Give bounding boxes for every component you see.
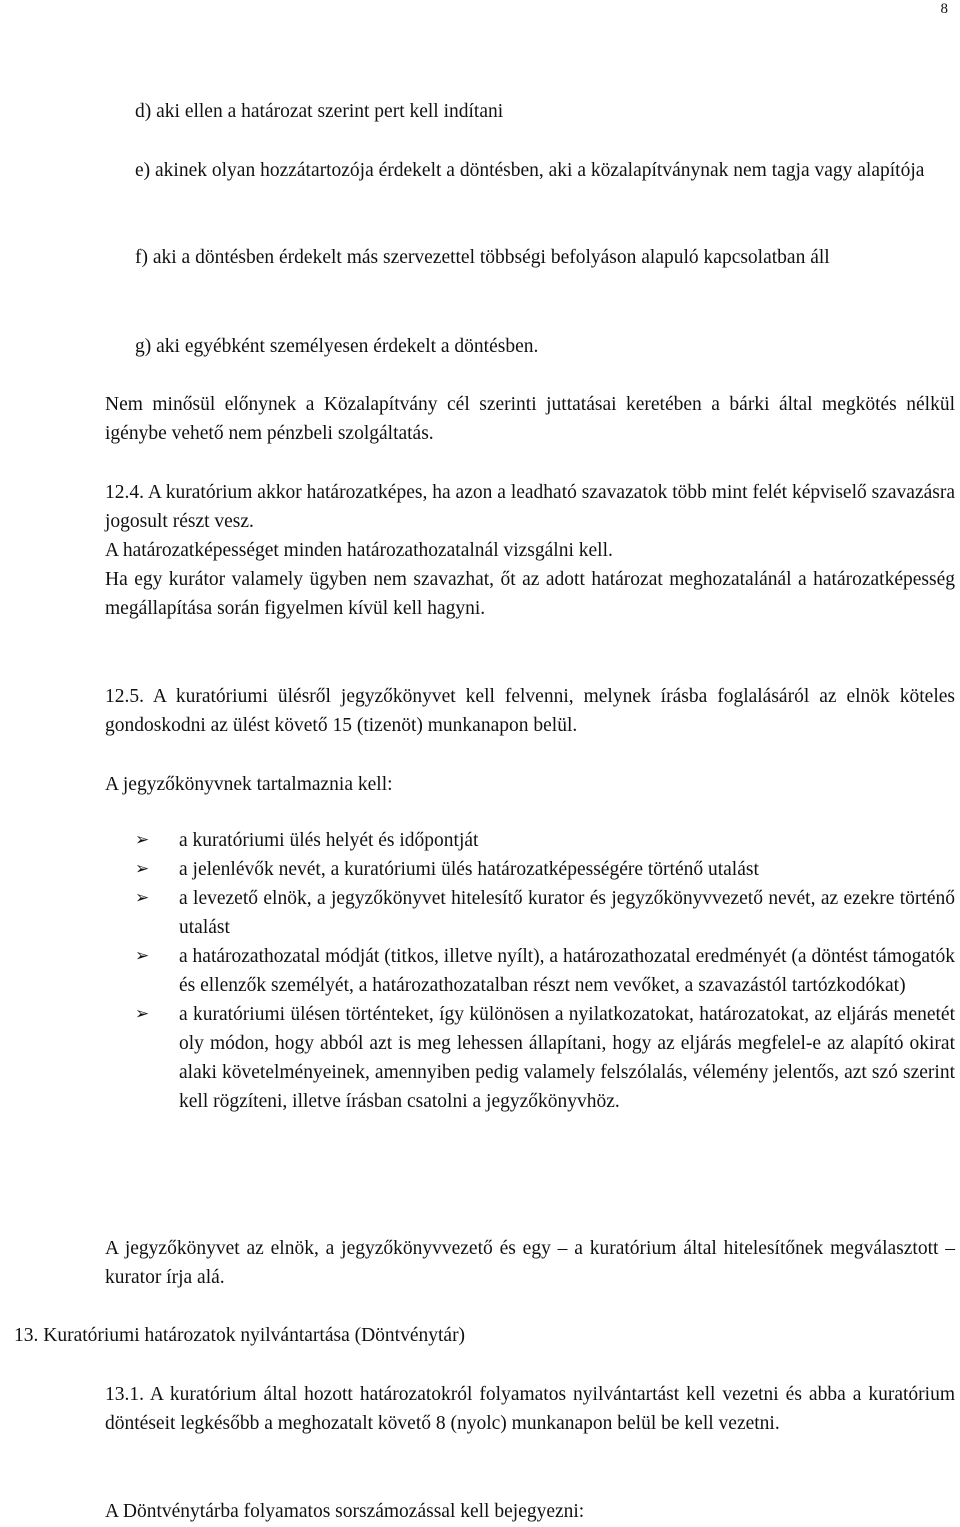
section-12-5-text: A kuratóriumi ülésről jegyzőkönyvet kell felvenni, melynek írásba foglalásáról az elnök köteles gondoskodni az ülést követő 15 (tizenöt) munkanapon belül. xyxy=(105,686,955,736)
section-12-4-exclusion: Ha egy kurátor valamely ügyben nem szavazhat, őt az adott határozat meghozatalánál a határozatképesség megállapítása során figyelmen kívül kell hagyni. xyxy=(105,569,955,619)
arrowhead-bullet-icon: ➢ xyxy=(135,859,150,879)
arrowhead-bullet-icon: ➢ xyxy=(135,1004,150,1024)
minutes-content-list xyxy=(135,826,955,1116)
section-13-heading: 13. Kuratóriumi határozatok nyilvántartása (Döntvénytár) xyxy=(14,1325,466,1346)
list-item: ➢ a határozathozatal módját (titkos, illetve nyílt), a határozathozatal eredményét (a döntést támogatók és ellenzők személyét, a határozathozatalban részt nem vevőket, a szavazástól tartózkodókat) xyxy=(135,942,955,1000)
section-12-4-text: A kuratórium akkor határozatképes, ha azon a leadható szavazatok több mint felét képviselő szavazásra jogosult részt vesz. xyxy=(105,482,955,532)
section-13-1-paragraph xyxy=(105,1380,955,1438)
section-12-4-paragraph xyxy=(105,478,955,536)
list-item: ➢ a kuratóriumi ülés helyét és időpontját xyxy=(135,826,955,855)
item-f: f) aki a döntésben érdekelt más szervezettel többségi befolyáson alapuló kapcsolatban áll xyxy=(135,247,830,268)
arrowhead-bullet-icon: ➢ xyxy=(135,830,150,850)
register-entry-intro: A Döntvénytárba folyamatos sorszámozással kell bejegyezni: xyxy=(105,1501,585,1522)
section-12-4-quorum-check: A határozatképességet minden határozathozatalnál vizsgálni kell. xyxy=(105,540,613,561)
page-number: 8 xyxy=(940,1,948,17)
section-13-1-number: 13.1. xyxy=(105,1384,144,1405)
item-d: d) aki ellen a határozat szerint pert kell indítani xyxy=(135,101,504,122)
not-advantage-paragraph: Nem minősül előnynek a Közalapítvány cél szerinti juttatásai keretében a bárki által megkötés nélkül igénybe vehető nem pénzbeli szolgáltatás. xyxy=(105,394,955,444)
minutes-signing-paragraph: A jegyzőkönyvet az elnök, a jegyzőkönyvvezető és egy – a kuratórium által hitelesítőnek megválasztott – kurator írja alá. xyxy=(105,1238,955,1288)
item-e: e) akinek olyan hozzátartozója érdekelt a döntésben, aki a közalapítványnak nem tagja vagy alapítója xyxy=(135,160,925,181)
minutes-list-intro: A jegyzőkönyvnek tartalmaznia kell: xyxy=(105,774,393,795)
item-g: g) aki egyébként személyesen érdekelt a döntésben. xyxy=(135,336,539,357)
section-12-5-paragraph xyxy=(105,682,955,740)
arrowhead-bullet-icon: ➢ xyxy=(135,888,150,908)
list-item: ➢ a levezető elnök, a jegyzőkönyvet hitelesítő kurator és jegyzőkönyvvezető nevét, az ezekre történő utalást xyxy=(135,884,955,942)
section-13-1-text: A kuratórium által hozott határozatokról folyamatos nyilvántartást kell vezetni és abba a kuratórium döntéseit legkésőbb a meghozatalt követő 8 (nyolc) munkanapon belül be kell vezetni. xyxy=(105,1384,955,1434)
list-item: ➢ a kuratóriumi ülésen történteket, így különösen a nyilatkozatokat, határozatokat, az eljárás menetét oly módon, hogy abból azt is meg lehessen állapítani, hogy az eljárás megfelel-e az alapító okirat alaki követelményeinek, amennyiben pedig valamely felszólalás, vélemény jelentős, azt szó szerint kell rögzíteni, illetve írásban csatolni a jegyzőkönyvhöz. xyxy=(135,1000,955,1116)
list-item: ➢ a jelenlévők nevét, a kuratóriumi ülés határozatképességére történő utalást xyxy=(135,855,955,884)
arrowhead-bullet-icon: ➢ xyxy=(135,946,150,966)
section-12-4-number: 12.4. xyxy=(105,482,144,503)
section-12-5-number: 12.5. xyxy=(105,686,144,707)
